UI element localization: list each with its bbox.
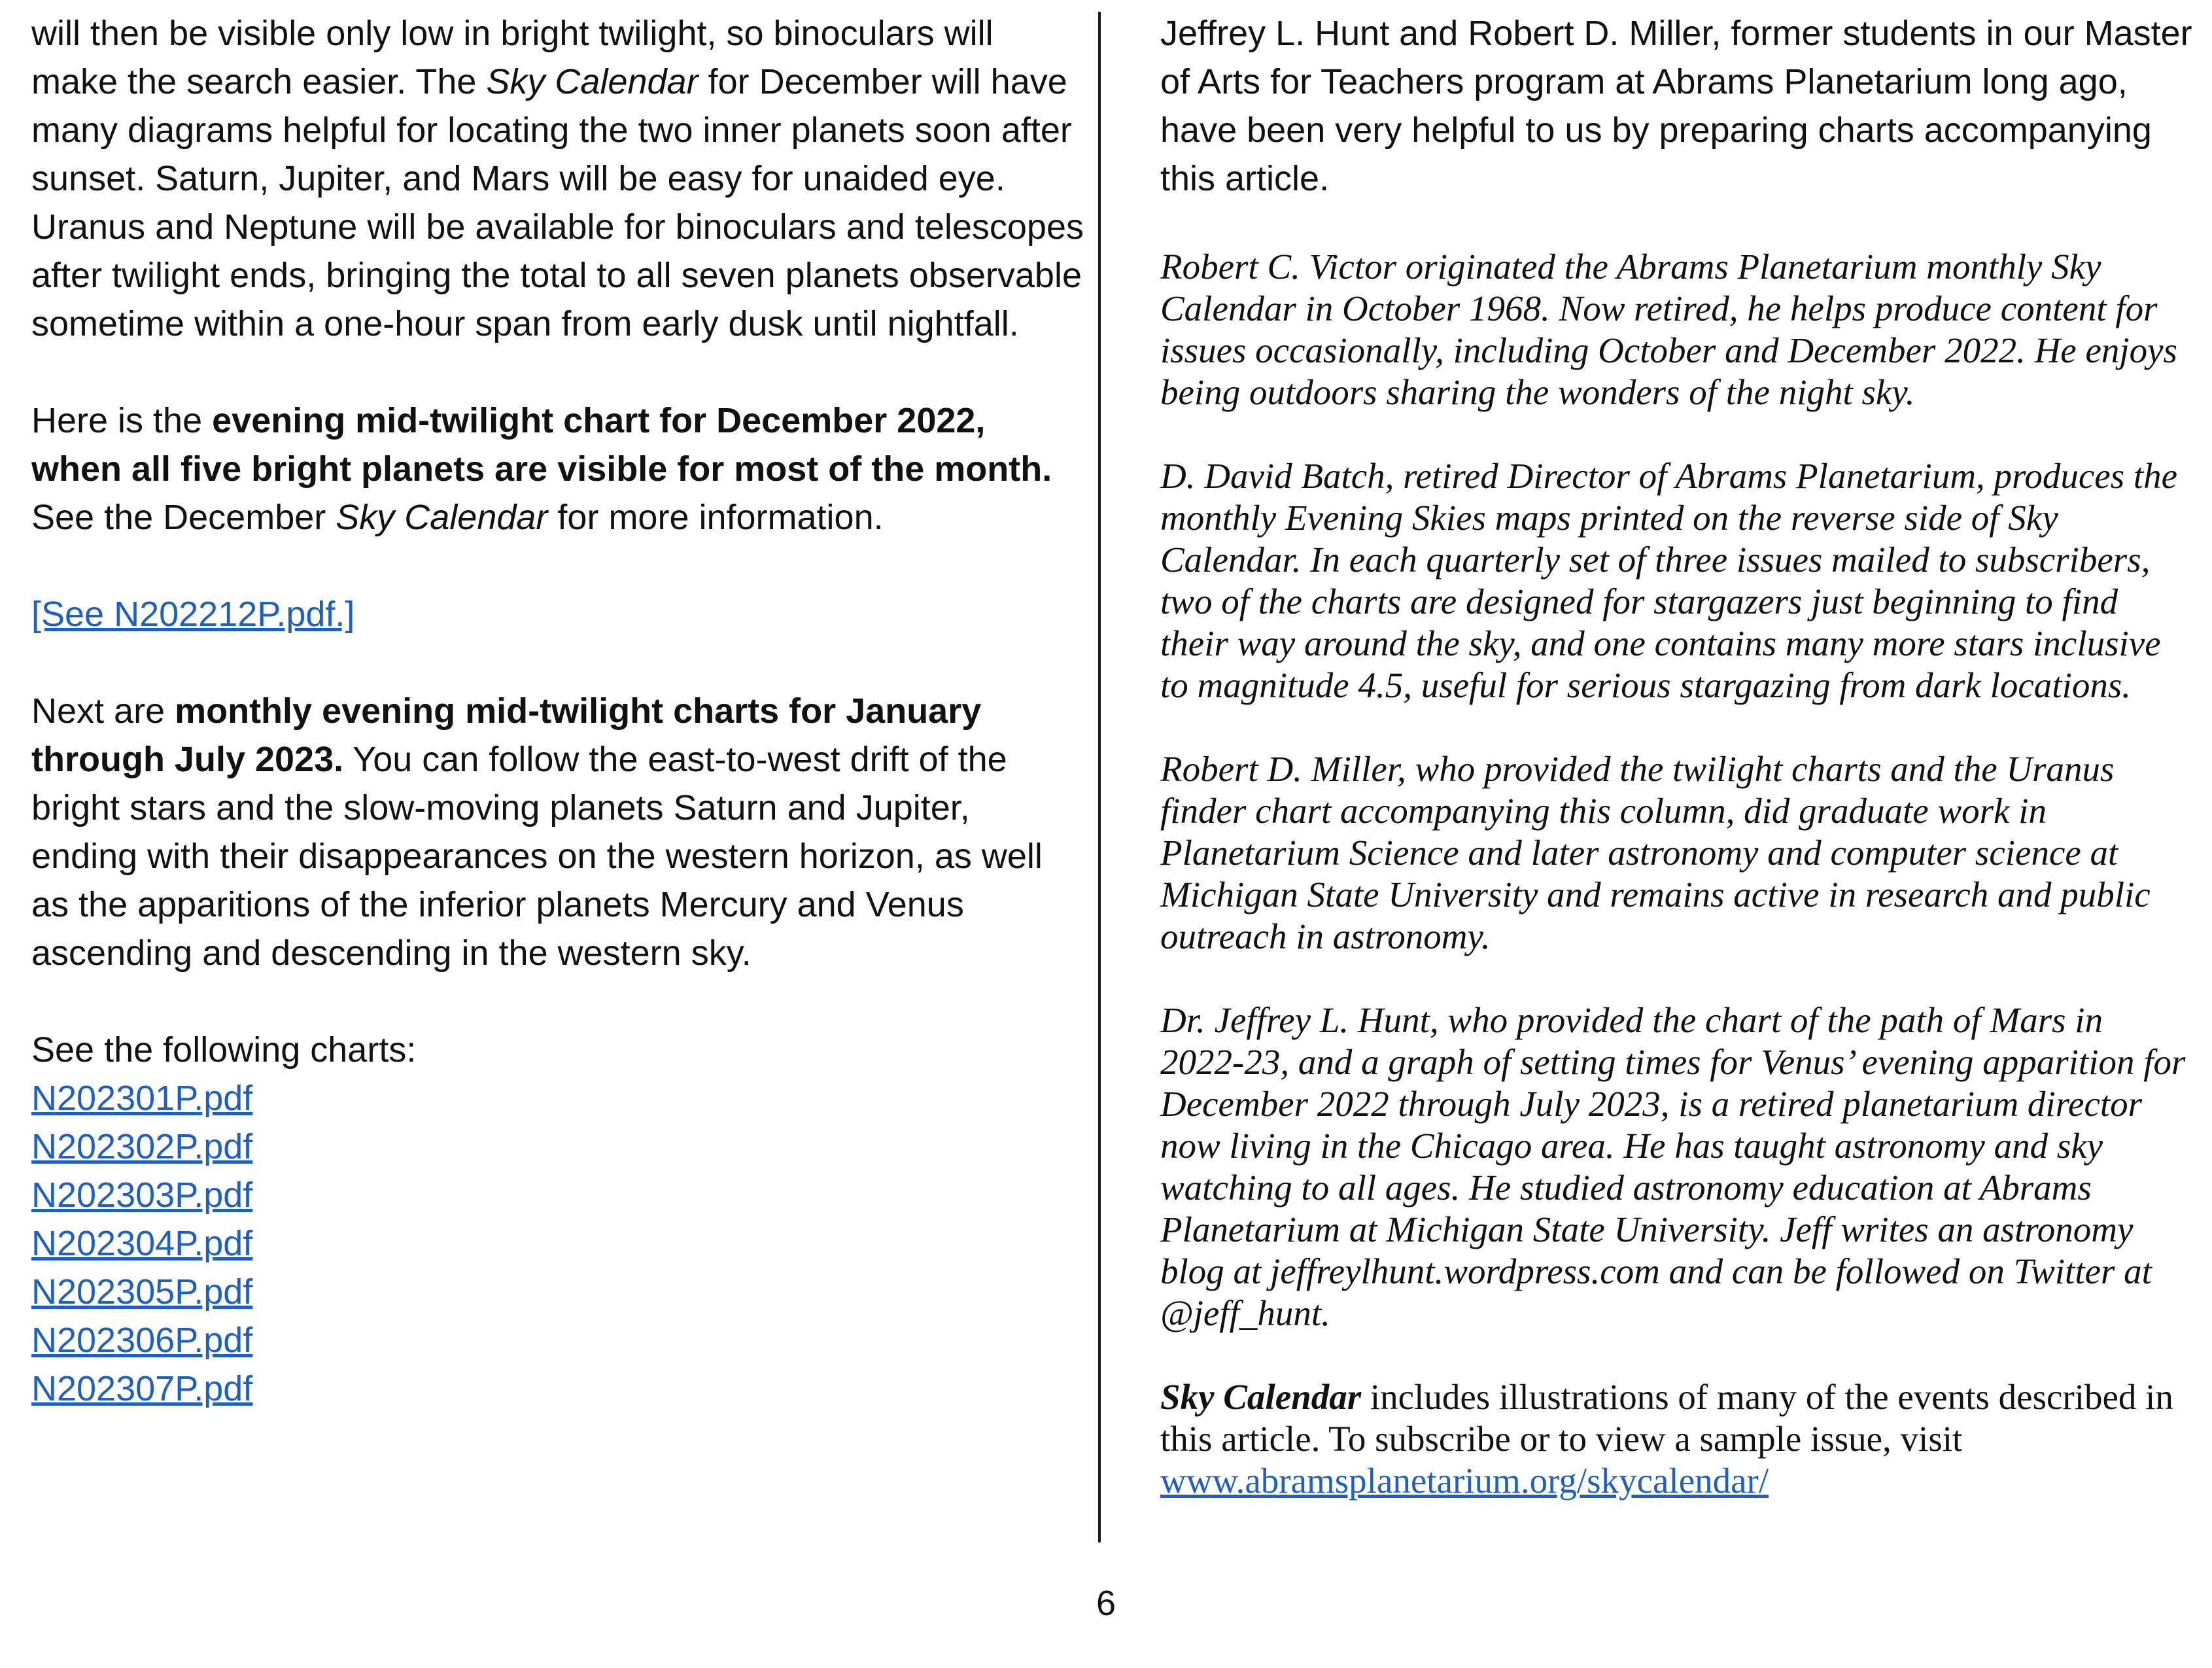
chart-link-jul[interactable]: N202307P.pdf (31, 1369, 253, 1408)
chart-link-jun[interactable]: N202306P.pdf (31, 1321, 253, 1360)
left-column (31, 9, 1084, 1413)
bio-robert-miller: Robert D. Miller, who provided the twilight charts and the Uranus finder chart accompanying this column, did graduate work in Planetarium Science and later astronomy and computer science at Michigan State University and remains active in research and public outreach in astronomy. (1160, 749, 2151, 956)
page-number: 6 (1096, 1584, 1116, 1623)
chart-link-list (31, 1074, 1084, 1413)
bio-jeffrey-hunt: Dr. Jeffrey L. Hunt, who provided the chart of the path of Mars in 2022-23, and a graph of setting times for Venus’ evening apparition for December 2022 through July 2023, is a retired planetarium director now living in the Chicago area. He has taught astronomy and sky watching to all ages. He studied astronomy education at Abrams Planetarium at Michigan State University. Jeff writes an astronomy blog at jeffreylhunt.wordpress.com and can be followed on Twitter at @jeff_hunt. (1160, 1000, 2186, 1333)
sky-calendar-url-link[interactable]: www.abramsplanetarium.org/skycalendar/ (1160, 1461, 1769, 1501)
text: includes illustrations of many of the events described in this article. To subscribe or to view a sample issue, visit (1160, 1377, 2173, 1459)
italic-sky-calendar: Sky Calendar (486, 62, 699, 101)
paragraph-contributors-intro: Jeffrey L. Hunt and Robert D. Miller, former students in our Master of Arts for Teachers program at Abrams Planetarium long ago, have been very helpful to us by preparing charts accompanying this article. (1160, 14, 2192, 198)
text: will then be visible only low in bright twilight, so binoculars will make the search easier. The (31, 14, 994, 101)
chart-link-may[interactable]: N202305P.pdf (31, 1272, 253, 1312)
chart-link-jan[interactable]: N202301P.pdf (31, 1079, 253, 1118)
paragraph-december-chart (31, 396, 1084, 542)
text: See the December (31, 498, 336, 537)
text: Here is the (31, 401, 213, 440)
text: You can follow the east-to-west drift of the bright stars and the slow-moving planets Saturn and Jupiter, ending with their disappearances on the western horizon, as well as the apparitions of the inferior planets Mercury and Venus ascending and descending in the western sky. (31, 740, 1043, 973)
bold-text: monthly evening mid-twilight charts for January through July 2023. (31, 691, 982, 779)
december-chart-link[interactable]: [See N202212P.pdf.] (31, 595, 355, 634)
chart-link-mar[interactable]: N202303P.pdf (31, 1175, 253, 1215)
bio-robert-victor: Robert C. Victor originated the Abrams Planetarium monthly Sky Calendar in October 1968. Now retired, he helps produce content for issues occasionally, including October and December 2022. He enjoys being outdoors sharing the wonders of the night sky. (1160, 247, 2177, 412)
column-divider (1098, 12, 1101, 1542)
paragraph-subscribe (1160, 1376, 2194, 1502)
chart-link-feb[interactable]: N202302P.pdf (31, 1127, 253, 1166)
chart-link-apr[interactable]: N202304P.pdf (31, 1224, 253, 1263)
text: Next are (31, 691, 175, 731)
text: for more information. (547, 498, 884, 537)
bio-david-batch: D. David Batch, retired Director of Abrams Planetarium, produces the monthly Evening Skies maps printed on the reverse side of Sky Calendar. In each quarterly set of three issues mailed to subscribers, two of the charts are designed for stargazers just beginning to find their way around the sky, and one contains many more stars inclusive to magnitude 4.5, useful for serious stargazing from dark locations. (1160, 456, 2178, 705)
text: for December will have many diagrams helpful for locating the two inner planets soon after sunset. Saturn, Jupiter, and Mars will be easy for unaided eye. Uranus and Neptune will be available for binoculars and telescopes after twilight ends, bringing the total to all seven planets observable sometime within a one-hour span from early dusk until nightfall. (31, 62, 1084, 343)
bold-text: evening mid-twilight chart for December 2022, when all five bright planets are visible for most of the month. (31, 401, 1052, 489)
right-column (1160, 9, 2194, 1502)
paragraph-monthly-charts (31, 687, 1084, 977)
charts-heading: See the following charts: (31, 1030, 417, 1069)
paragraph-planets-visibility (31, 9, 1084, 348)
paragraph-december-link (31, 590, 1084, 638)
italic-sky-calendar: Sky Calendar (336, 498, 548, 537)
bold-italic-sky-calendar: Sky Calendar (1160, 1377, 1362, 1417)
